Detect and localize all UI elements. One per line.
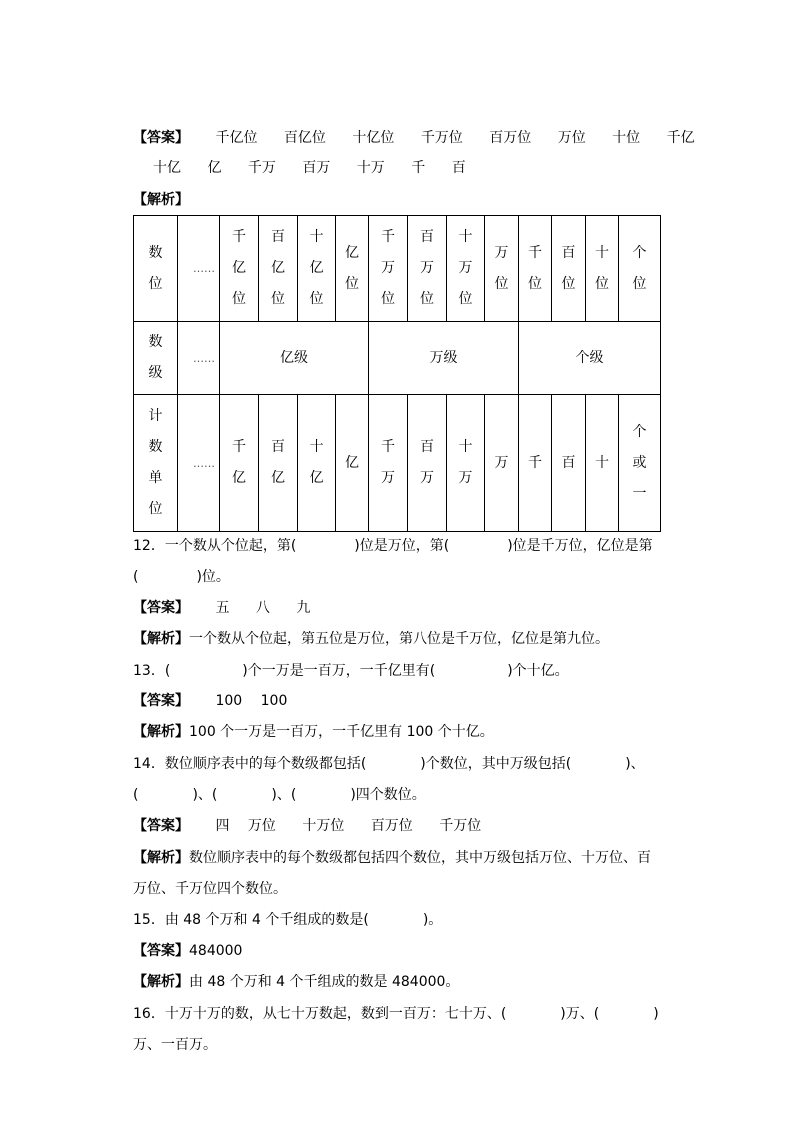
table-cell: 万位 [485, 216, 519, 322]
answer-item: 十位 [612, 130, 641, 146]
answer-item: 千亿 [666, 130, 695, 146]
answer-label: 【答案】 [133, 818, 189, 834]
q12-question-line1: 12．一个数从个位起，第( )位是万位，第( )位是千万位，亿位是第 [133, 538, 653, 554]
table-cell: 百万位 [408, 216, 447, 322]
q15-answer: 【答案】484000 [133, 943, 243, 959]
answer-item: 百万位 [489, 130, 532, 146]
analysis-label: 【解析】 [133, 974, 189, 990]
answer-label: 【答案】 [133, 600, 189, 616]
table-cell: 千万位 [369, 216, 408, 322]
table-cell: 十万位 [447, 216, 485, 322]
table-cell: 万 [485, 395, 519, 532]
q13-analysis: 【解析】100 个一万是一百万，一千亿里有 100 个十亿。 [133, 724, 494, 740]
table-cell: …… [178, 395, 220, 532]
table-cell: 百位 [552, 216, 586, 322]
answer-item: 百万 [302, 160, 331, 176]
analysis-label: 【解析】 [133, 724, 189, 740]
answer-item: 十亿 [153, 160, 181, 176]
table-cell: 十万 [447, 395, 485, 532]
answer-item: 千万位 [420, 130, 463, 146]
table-row-place [134, 216, 661, 322]
q12-analysis: 【解析】一个数从个位起，第五位是万位，第八位是千万位，亿位是第九位。 [133, 631, 609, 647]
table-row-unit [134, 395, 661, 532]
answer-item: 百亿位 [283, 130, 326, 146]
q11-answer-line2 [153, 158, 466, 178]
table-cell: 万级 [369, 322, 519, 395]
q15-question: 15．由 48 个万和 4 个千组成的数是( )。 [133, 912, 443, 928]
answer-item: 千万 [247, 160, 276, 176]
analysis-label: 【解析】 [133, 631, 189, 647]
table-cell: 个或一 [619, 395, 661, 532]
answer-item: 十亿位 [352, 130, 395, 146]
q16-question-line1: 16．十万十万的数，从七十万数起，数到一百万：七十万、( )万、( ) [133, 1006, 659, 1022]
answer-item: 十万 [356, 160, 385, 176]
table-cell: 数级 [134, 322, 178, 395]
table-cell: 千亿位 [220, 216, 259, 322]
q14-question-line1: 14．数位顺序表中的每个数级都包括( )个数位，其中万级包括( )、 [133, 756, 645, 772]
table-cell: …… [178, 216, 220, 322]
table-cell: 千 [519, 395, 552, 532]
q14-question-line2: ( )、( )、( )四个数位。 [133, 787, 426, 803]
analysis-label: 【解析】 [133, 850, 189, 866]
q14-analysis-line1: 【解析】数位顺序表中的每个数级都包括四个数位，其中万级包括万位、十万位、百 [133, 850, 651, 866]
table-cell: 十位 [586, 216, 619, 322]
q12-question-line2: ( )位。 [133, 569, 230, 585]
answer-label: 【答案】 [133, 130, 189, 146]
table-row-period [134, 322, 661, 395]
table-cell: 个级 [519, 322, 661, 395]
table-cell: 百亿位 [259, 216, 298, 322]
q14-analysis-line2: 万位、千万位四个数位。 [133, 881, 287, 897]
answer-item: 亿 [207, 160, 222, 176]
table-cell: 亿级 [220, 322, 369, 395]
q11-answer-line1 [133, 128, 695, 148]
table-cell: 千亿 [220, 395, 259, 532]
q14-answer: 【答案】 四 万位 十万位 百万位 千万位 [133, 818, 482, 834]
answer-item: 千 [411, 160, 426, 176]
table-cell: 亿 [336, 395, 369, 532]
answer-label: 【答案】 [133, 693, 189, 709]
table-cell: 十亿位 [298, 216, 336, 322]
table-cell: 亿位 [336, 216, 369, 322]
table-cell: …… [178, 322, 220, 395]
place-value-table [133, 215, 661, 532]
answer-label: 【答案】 [133, 943, 189, 959]
q13-question: 13．( )个一万是一百万，一千亿里有( )个十亿。 [133, 663, 569, 679]
answer-item: 千亿位 [215, 130, 258, 146]
table-cell: 千位 [519, 216, 552, 322]
table-cell: 十 [586, 395, 619, 532]
table-cell: 千万 [369, 395, 408, 532]
q13-answer: 【答案】 100 100 [133, 693, 288, 709]
q15-analysis: 【解析】由 48 个万和 4 个千组成的数是 484000。 [133, 974, 460, 990]
table-cell: 百万 [408, 395, 447, 532]
table-cell: 计数单位 [134, 395, 178, 532]
table-cell: 数位 [134, 216, 178, 322]
q11-analysis-label: 【解析】 [133, 192, 189, 208]
answer-item: 百 [451, 160, 466, 176]
q16-question-line2: 万、一百万。 [133, 1037, 217, 1053]
table-cell: 百亿 [259, 395, 298, 532]
answer-item: 万位 [557, 130, 586, 146]
table-cell: 百 [552, 395, 586, 532]
q12-answer: 【答案】 五 八 九 [133, 600, 311, 616]
table-cell: 个位 [619, 216, 661, 322]
table-cell: 十亿 [298, 395, 336, 532]
